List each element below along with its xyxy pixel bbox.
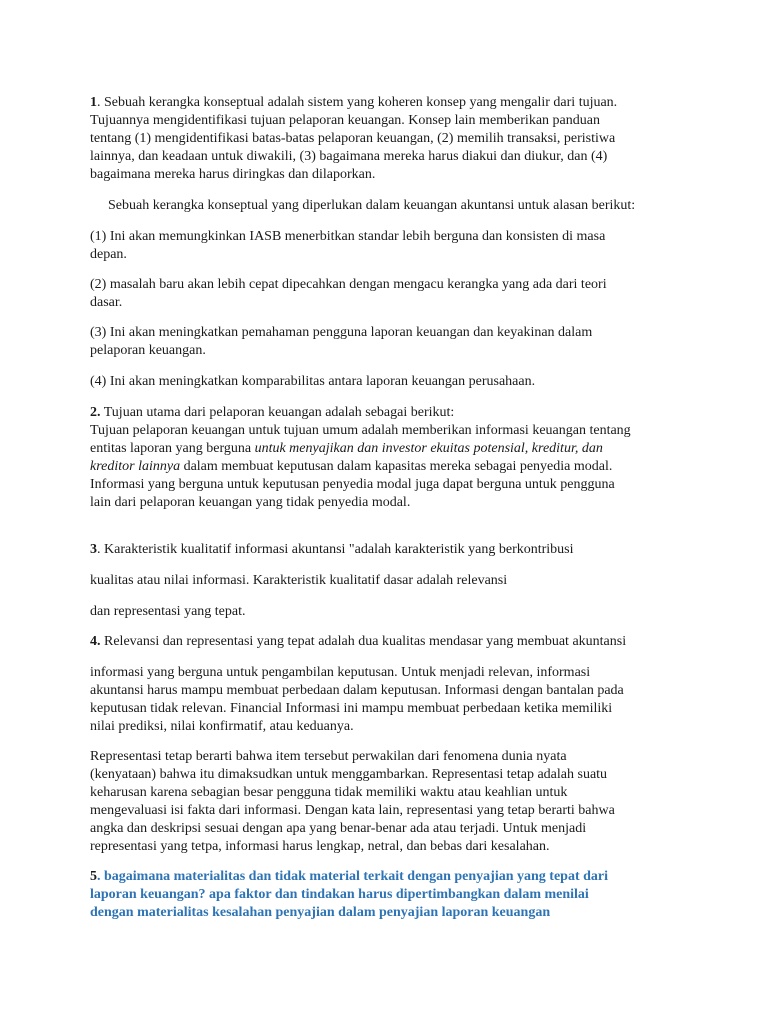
q5-line-3: dengan materialitas kesalahan penyajian dalam penyajian laporan keuangan	[90, 905, 551, 920]
q5-line-2: laporan keuangan? apa faktor dan tindakan harus dipertimbangkan dalam menilai	[90, 887, 589, 902]
q2-line-1: Tujuan pelaporan keuangan untuk tujuan umum adalah memberikan informasi keuangan tentang	[90, 423, 631, 438]
q2-line-3-italic: kreditor lainnya	[90, 459, 181, 474]
question-3-line-1: 3. Karakteristik kualitatif informasi akuntansi "adalah karakteristik yang berkontribusi	[90, 542, 574, 557]
q1-line-2: Tujuannya mengidentifikasi tujuan pelaporan keuangan. Konsep lain memberikan panduan	[90, 113, 600, 128]
q2-line-4: Informasi yang berguna untuk keputusan penyedia modal juga dapat berguna untuk pengguna	[90, 477, 615, 492]
q5-line-1: . bagaimana materialitas dan tidak material terkait dengan penyajian yang tepat dari	[97, 869, 609, 884]
question-4-number: 4.	[90, 634, 101, 649]
question-2-number: 2.	[90, 405, 101, 420]
q1-line-5: bagaimana mereka harus diringkas dan dilaporkan.	[90, 167, 376, 182]
q2-line-3-plain: dalam membuat keputusan dalam kapasitas mereka sebagai penyedia modal.	[180, 459, 613, 474]
q2-line-5: lain dari pelaporan keuangan yang tidak penyedia modal.	[90, 495, 411, 510]
question-3-line-2: kualitas atau nilai informasi. Karakteristik kualitatif dasar adalah relevansi	[90, 573, 508, 588]
q1-line-1: . Sebuah kerangka konseptual adalah sistem yang koheren konsep yang mengalir dari tujuan.	[97, 95, 618, 110]
reason-4: (4) Ini akan meningkatkan komparabilitas antara laporan keuangan perusahaan.	[90, 374, 536, 389]
question-1-number: 1	[90, 95, 97, 110]
q4-paragraph-2: Representasi tetap berarti bahwa item tersebut perwakilan dari fenomena dunia nyata (kenyataan) bahwa itu dimaksudkan untuk menggambarkan. Representasi tetap adalah suatu keharusan karena sebagian besar pengguna tidak memiliki waktu atau keahlian untuk mengevaluasi isi fakta dari informasi. Dengan kata lain, representasi yang tetap berarti bahwa angka dan deskripsi sesuai dengan apa yang benar-benar ada atau terjadi. Untuk menjadi representasi yang tetpa, informasi harus lengkap, netral, dan bebas dari kesalahan.	[90, 749, 615, 854]
question-5-number: 5	[90, 869, 97, 884]
q1-line-4: lainnya, dan keadaan untuk diwakili, (3) bagaimana mereka harus diakui dan diukur, dan (4)	[90, 149, 608, 164]
question-2-paragraph	[90, 404, 680, 512]
question-3-line-3: dan representasi yang tepat.	[90, 604, 246, 619]
q1-line-3: tentang (1) mengidentifikasi batas-batas pelaporan keuangan, (2) memilih transaksi, peristiwa	[90, 131, 616, 146]
q1-intro: Sebuah kerangka konseptual yang diperlukan dalam keuangan akuntansi untuk alasan berikut:	[108, 198, 636, 213]
question-5-paragraph	[90, 868, 680, 922]
question-4-line-1: 4. Relevansi dan representasi yang tepat adalah dua kualitas mendasar yang membuat akuntansi	[90, 634, 627, 649]
q2-line-2-plain: entitas laporan yang berguna	[90, 441, 255, 456]
q2-heading: Tujuan utama dari pelaporan keuangan adalah sebagai berikut:	[100, 405, 455, 420]
reason-3: (3) Ini akan meningkatkan pemahaman pengguna laporan keuangan dan keyakinan dalam pelaporan keuangan.	[90, 325, 593, 358]
question-3-number: 3	[90, 542, 97, 557]
q2-line-2-italic: untuk menyajikan dan investor ekuitas potensial, kreditur, dan	[254, 441, 603, 456]
q1-intro-paragraph	[108, 197, 698, 215]
reason-2: (2) masalah baru akan lebih cepat dipecahkan dengan mengacu kerangka yang ada dari teori dasar.	[90, 277, 607, 310]
question-1-paragraph	[90, 94, 697, 184]
reason-1: (1) Ini akan memungkinkan IASB menerbitkan standar lebih berguna dan konsisten di masa depan.	[90, 229, 606, 262]
q4-paragraph-1: informasi yang berguna untuk pengambilan keputusan. Untuk menjadi relevan, informasi akuntansi harus mampu membuat perbedaan dalam keputusan. Informasi dengan bantalan pada keputusan tidak relevan. Financial Informasi ini mampu membuat perbedaan ketika memiliki nilai prediksi, nilai konfirmatif, atau keduanya.	[90, 665, 624, 734]
